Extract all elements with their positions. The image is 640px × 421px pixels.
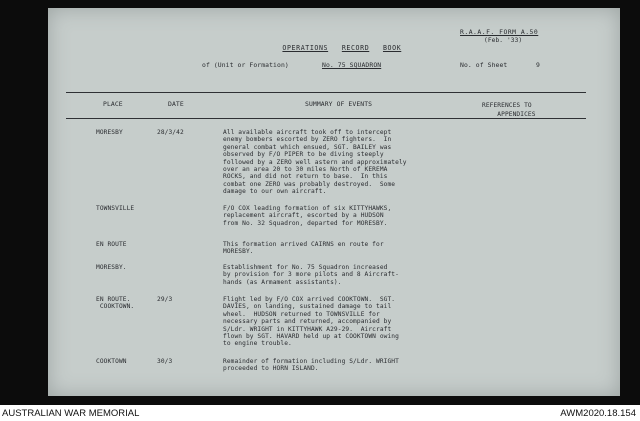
entry-5-date: 29/3 xyxy=(157,296,173,303)
header-summary: SUMMARY OF EVENTS xyxy=(305,100,373,108)
entry-6-summary: Remainder of formation including S/Ldr. WRIGHT proceeded to HORN ISLAND. xyxy=(223,358,399,373)
footer-credit: AUSTRALIAN WAR MEMORIAL xyxy=(2,408,140,419)
record-sheet xyxy=(48,8,620,396)
table-top-rule xyxy=(66,92,586,93)
entry-5-summary: Flight led by F/O COX arrived COOKTOWN. SGT. DAVIES, on landing, sustained damage to tail wheel. HUDSON returned to TOWNSVILLE for necessary parts and returned, accompanied by S/Ldr. WRIGHT in KITTYHAWK A29-29. Aircraft flown by SGT. HAVARD held up at COOKTOWN owing to engine trouble. xyxy=(223,296,399,348)
title-word-3: BOOK xyxy=(382,44,402,53)
sheet-number-label: No. of Sheet xyxy=(460,61,508,69)
entry-3-summary: This formation arrived CAIRNS en route for MORESBY. xyxy=(223,241,384,256)
header-date: DATE xyxy=(168,100,184,108)
header-references: REFERENCES TO APPENDICES xyxy=(482,102,536,118)
document-title xyxy=(255,38,401,60)
unit-label: of (Unit or Formation) xyxy=(202,61,289,69)
entry-4-place: MORESBY. xyxy=(96,264,127,271)
entry-4-summary: Establishment for No. 75 Squadron increased by provision for 3 more pilots and 8 Aircraft- hands (as Armament assistants). xyxy=(223,264,399,286)
entry-1-summary: All available aircraft took off to intercept enemy bombers escorted by ZERO fighters. In general combat which ensued, SGT. BAILEY was observed by F/O PIPER to be diving steeply followed by a ZERO well astern and approximately over an area 20 to 30 miles North of KEREMA ROCKS, and did not return to base. In this combat one ZERO was probably destroyed. Some damage to our own aircraft. xyxy=(223,129,407,196)
title-word-2: RECORD xyxy=(341,44,370,53)
footer-accession-id: AWM2020.18.154 xyxy=(560,408,636,419)
entry-1-place: MORESBY xyxy=(96,129,123,136)
entry-6-place: COOKTOWN xyxy=(96,358,127,365)
unit-value: No. 75 SQUADRON xyxy=(322,61,382,69)
entry-2-place: TOWNSVILLE xyxy=(96,205,135,212)
sheet-number-value: 9 xyxy=(536,61,540,69)
form-id: R.A.A.F. FORM A.50 xyxy=(460,28,539,36)
header-place: PLACE xyxy=(103,100,123,108)
form-date: (Feb. '33) xyxy=(484,37,523,44)
table-header-rule xyxy=(66,118,586,119)
entry-1-date: 28/3/42 xyxy=(157,129,184,136)
title-word-1: OPERATIONS xyxy=(282,44,329,53)
entry-5-place: EN ROUTE. COOKTOWN. xyxy=(96,296,135,311)
entry-3-place: EN ROUTE xyxy=(96,241,127,248)
entry-2-summary: F/O COX leading formation of six KITTYHAWKS, replacement aircraft, escorted by a HUDSON from No. 32 Squadron, departed for MORESBY. xyxy=(223,205,392,227)
entry-6-date: 30/3 xyxy=(157,358,173,365)
